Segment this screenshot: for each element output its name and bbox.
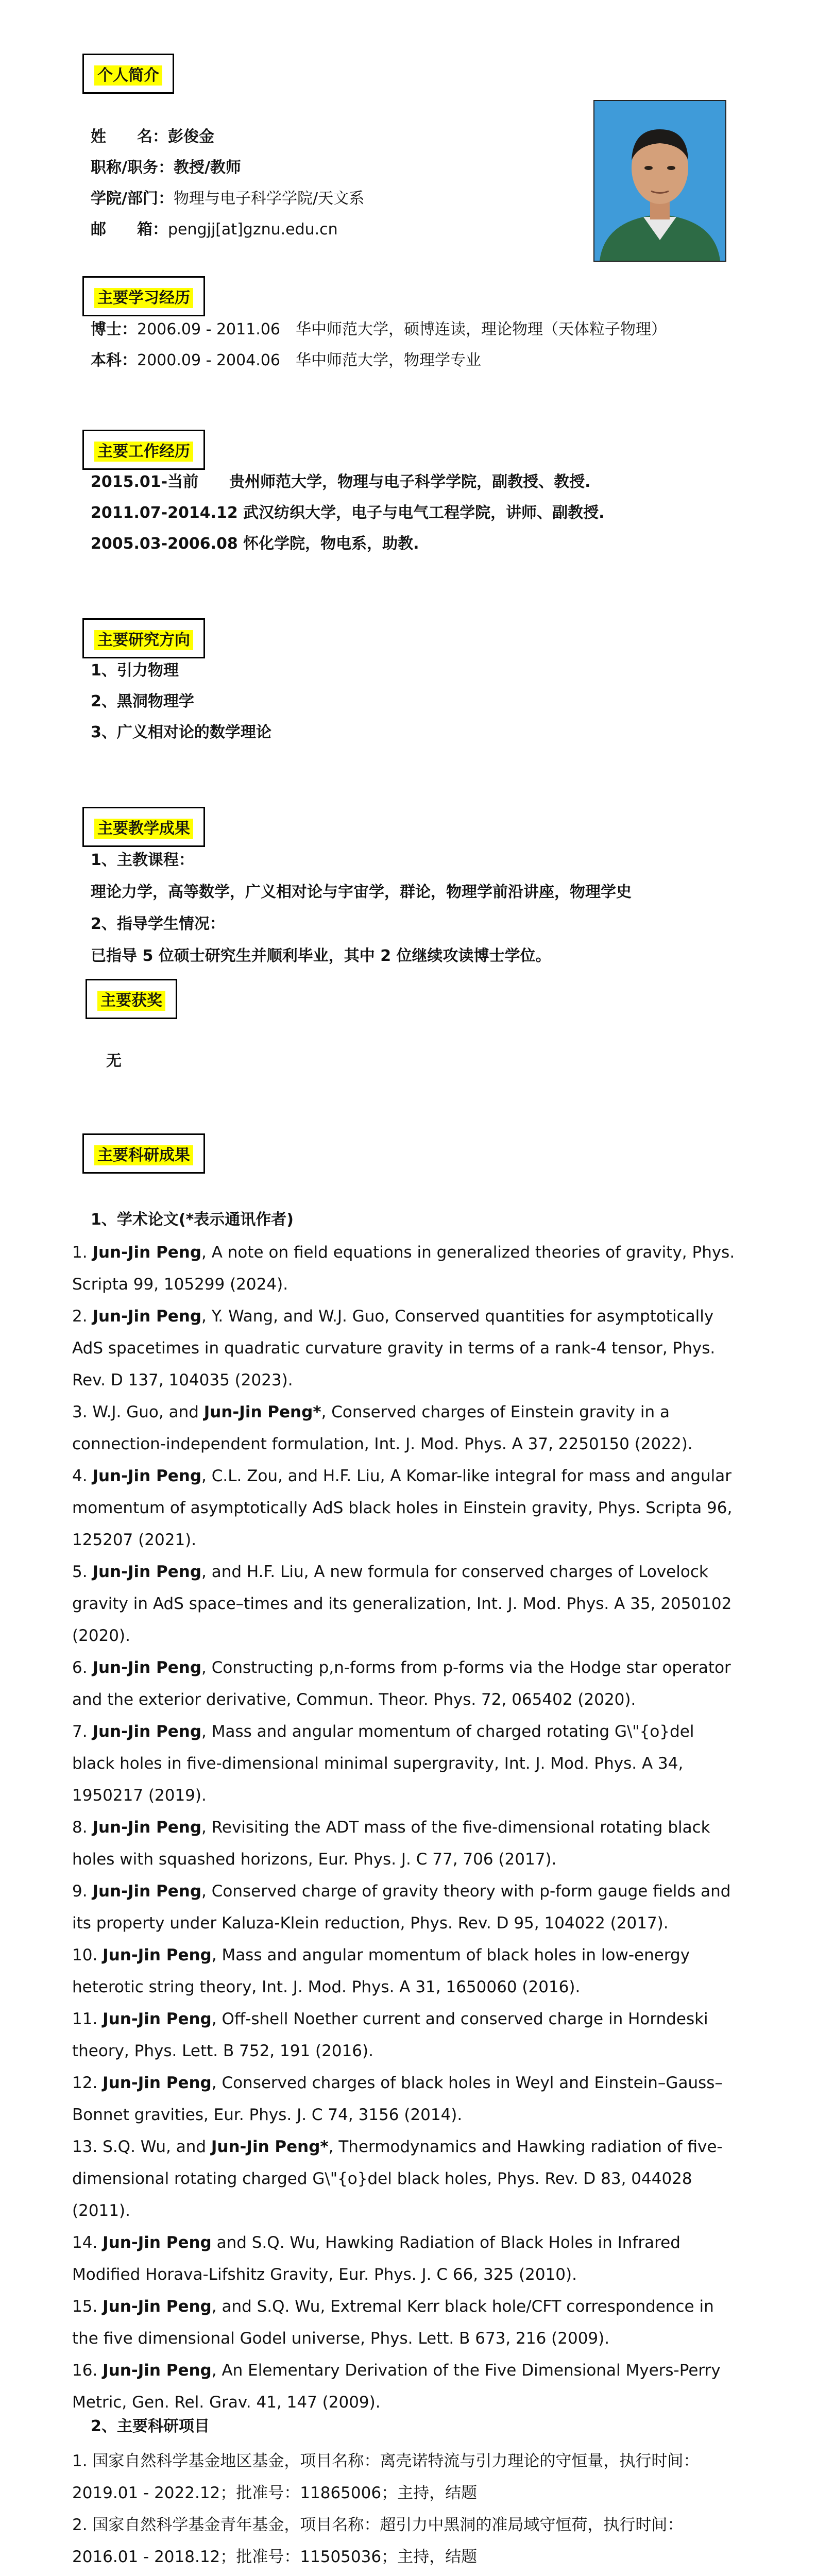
paper-item: 5. Jun-Jin Peng, and H.F. Liu, A new formula for conserved charges of Lovelock gravity in AdS space–times and its generalization, Int. J. Mod. Phys. A 35, 2050102 (2020). bbox=[72, 1563, 732, 1645]
section-header-results: 主要科研成果 bbox=[82, 1133, 205, 1174]
paper-item: 3. W.J. Guo, and Jun-Jin Peng*, Conserved charges of Einstein gravity in a connection-independent formulation, Int. J. Mod. Phys. A 37, 2250150 (2022). bbox=[72, 1403, 693, 1453]
profile-email-row bbox=[91, 219, 338, 240]
research-item: 2、黑洞物理学 bbox=[91, 692, 194, 710]
paper-author-highlight: Jun-Jin Peng bbox=[103, 2361, 212, 2380]
section-header-profile: 个人简介 bbox=[82, 54, 174, 94]
profile-title: 教授/教师 bbox=[173, 159, 241, 177]
section-header-awards: 主要获奖 bbox=[86, 979, 177, 1019]
paper-author-highlight: Jun-Jin Peng bbox=[92, 1818, 202, 1837]
paper-item: 9. Jun-Jin Peng, Conserved charge of gravity theory with p-form gauge fields and its property under Kaluza-Klein reduction, Phys. Rev. D 95, 104022 (2017). bbox=[72, 1882, 731, 1933]
projects-title: 2、主要科研项目 bbox=[91, 2417, 210, 2435]
profile-title-row bbox=[91, 158, 241, 178]
paper-item: 14. Jun-Jin Peng and S.Q. Wu, Hawking Radiation of Black Holes in Infrared Modified Horava-Lifshitz Gravity, Eur. Phys. J. C 66, 325 (2010). bbox=[72, 2233, 680, 2284]
profile-photo bbox=[593, 100, 726, 262]
paper-item: 8. Jun-Jin Peng, Revisiting the ADT mass of the five-dimensional rotating black holes with squashed horizons, Eur. Phys. J. C 77, 706 (2017). bbox=[72, 1818, 710, 1869]
paper-item: 13. S.Q. Wu, and Jun-Jin Peng*, Thermodynamics and Hawking radiation of five-dimensional rotating charged G\"{o}del black holes, Phys. Rev. D 83, 044028 (2011). bbox=[72, 2138, 723, 2220]
paper-author-highlight: Jun-Jin Peng bbox=[103, 2297, 212, 2316]
profile-title-label: 职称/职务： bbox=[91, 159, 174, 177]
paper-author-highlight: Jun-Jin Peng bbox=[92, 1722, 202, 1741]
research-item: 1、引力物理 bbox=[91, 662, 179, 680]
work-item: 2011.07-2014.12 武汉纺织大学，电子与电气工程学院，讲师、副教授. bbox=[91, 504, 605, 522]
education-item: 本科：2000.09 - 2004.06 华中师范大学，物理学专业 bbox=[91, 351, 482, 369]
teaching-courses: 理论力学，高等数学，广义相对论与宇宙学，群论，物理学前沿讲座，物理学史 bbox=[91, 883, 632, 901]
paper-item: 6. Jun-Jin Peng, Constructing p,n-forms from p-forms via the Hodge star operator and the exterior derivative, Commun. Theor. Phys. 72, 065402 (2020). bbox=[72, 1658, 731, 1709]
teaching-courses-title: 1、主教课程： bbox=[91, 851, 194, 869]
paper-author-highlight: Jun-Jin Peng bbox=[103, 2074, 212, 2092]
profile-name-label: 姓 名： bbox=[91, 128, 168, 146]
paper-author-highlight: Jun-Jin Peng bbox=[92, 1243, 202, 1262]
paper-item: 16. Jun-Jin Peng, An Elementary Derivation of the Five Dimensional Myers-Perry Metric, Gen. Rel. Grav. 41, 147 (2009). bbox=[72, 2361, 721, 2412]
profile-dept: 物理与电子科学学院/天文系 bbox=[173, 190, 365, 208]
teaching-students: 已指导 5 位硕士研究生并顺利毕业，其中 2 位继续攻读博士学位。 bbox=[91, 947, 551, 965]
awards-value: 无 bbox=[106, 1052, 122, 1070]
profile-name: 彭俊金 bbox=[168, 128, 214, 146]
profile-name-row bbox=[91, 127, 214, 147]
paper-author-highlight: Jun-Jin Peng bbox=[103, 2010, 212, 2028]
paper-item: 1. Jun-Jin Peng, A note on field equations in generalized theories of gravity, Phys. Scripta 99, 105299 (2024). bbox=[72, 1243, 735, 1294]
section-header-work: 主要工作经历 bbox=[82, 430, 205, 470]
education-item: 博士：2006.09 - 2011.06 华中师范大学，硕博连读，理论物理（天体粒子物理） bbox=[91, 320, 667, 338]
paper-author-highlight: Jun-Jin Peng bbox=[92, 1307, 202, 1326]
teaching-students-title: 2、指导学生情况： bbox=[91, 915, 225, 933]
paper-author-highlight: Jun-Jin Peng bbox=[92, 1467, 202, 1485]
paper-item: 10. Jun-Jin Peng, Mass and angular momentum of black holes in low-energy heterotic string theory, Int. J. Mod. Phys. A 31, 1650060 (2016). bbox=[72, 1946, 690, 1996]
paper-author-highlight: Jun-Jin Peng bbox=[92, 1882, 202, 1901]
paper-item: 2. Jun-Jin Peng, Y. Wang, and W.J. Guo, Conserved quantities for asymptotically AdS spacetimes in quadratic curvature gravity in terms of a rank-4 tensor, Phys. Rev. D 137, 104035 (2023). bbox=[72, 1307, 716, 1389]
research-item: 3、广义相对论的数学理论 bbox=[91, 723, 271, 741]
papers-title: 1、学术论文(*表示通讯作者) bbox=[91, 1211, 294, 1229]
profile-dept-row bbox=[91, 189, 364, 209]
portrait-image bbox=[594, 101, 725, 261]
paper-item: 12. Jun-Jin Peng, Conserved charges of black holes in Weyl and Einstein–Gauss–Bonnet gravities, Eur. Phys. J. C 74, 3156 (2014). bbox=[72, 2074, 723, 2124]
projects-list bbox=[72, 2445, 737, 2576]
section-header-teaching: 主要教学成果 bbox=[82, 807, 205, 847]
profile-email-label: 邮 箱： bbox=[91, 221, 168, 239]
section-header-education: 主要学习经历 bbox=[82, 276, 205, 316]
paper-item: 4. Jun-Jin Peng, C.L. Zou, and H.F. Liu, A Komar-like integral for mass and angular momentum of asymptotically AdS black holes in Einstein gravity, Phys. Scripta 96, 125207 (2021). bbox=[72, 1467, 733, 1549]
paper-author-highlight: Jun-Jin Peng bbox=[92, 1658, 202, 1677]
project-item bbox=[72, 2573, 737, 2576]
project-item: 1. 国家自然科学基金地区基金，项目名称：离壳诺特流与引力理论的守恒量，执行时间：2019.01 - 2022.12；批准号：11865006；主持，结题 bbox=[72, 2452, 700, 2502]
paper-author-highlight: Jun-Jin Peng bbox=[103, 1946, 212, 1964]
paper-author-highlight: Jun-Jin Peng bbox=[92, 1563, 202, 1581]
profile-dept-label: 学院/部门： bbox=[91, 190, 174, 208]
papers-list bbox=[72, 1236, 737, 2418]
paper-author-highlight: Jun-Jin Peng* bbox=[203, 1403, 321, 1421]
paper-author-highlight: Jun-Jin Peng* bbox=[211, 2138, 329, 2156]
paper-author-highlight: Jun-Jin Peng bbox=[103, 2233, 212, 2252]
work-item: 2005.03-2006.08 怀化学院，物电系，助教. bbox=[91, 535, 419, 553]
work-item: 2015.01-当前 贵州师范大学，物理与电子科学学院，副教授、教授. bbox=[91, 473, 591, 491]
paper-item: 7. Jun-Jin Peng, Mass and angular momentum of charged rotating G\"{o}del black holes in five-dimensional minimal supergravity, Int. J. Mod. Phys. A 34, 1950217 (2019). bbox=[72, 1722, 694, 1805]
paper-item: 11. Jun-Jin Peng, Off-shell Noether current and conserved charge in Horndeski theory, Phys. Lett. B 752, 191 (2016). bbox=[72, 2010, 708, 2060]
profile-email[interactable]: pengjj[at]gznu.edu.cn bbox=[168, 221, 338, 239]
section-header-research: 主要研究方向 bbox=[82, 618, 205, 658]
paper-item: 15. Jun-Jin Peng, and S.Q. Wu, Extremal Kerr black hole/CFT correspondence in the five dimensional Godel universe, Phys. Lett. B 673, 216 (2009). bbox=[72, 2297, 714, 2348]
project-item: 2. 国家自然科学基金青年基金，项目名称：超引力中黑洞的准局域守恒荷，执行时间：2016.01 - 2018.12；批准号：11505036；主持，结题 bbox=[72, 2516, 684, 2566]
